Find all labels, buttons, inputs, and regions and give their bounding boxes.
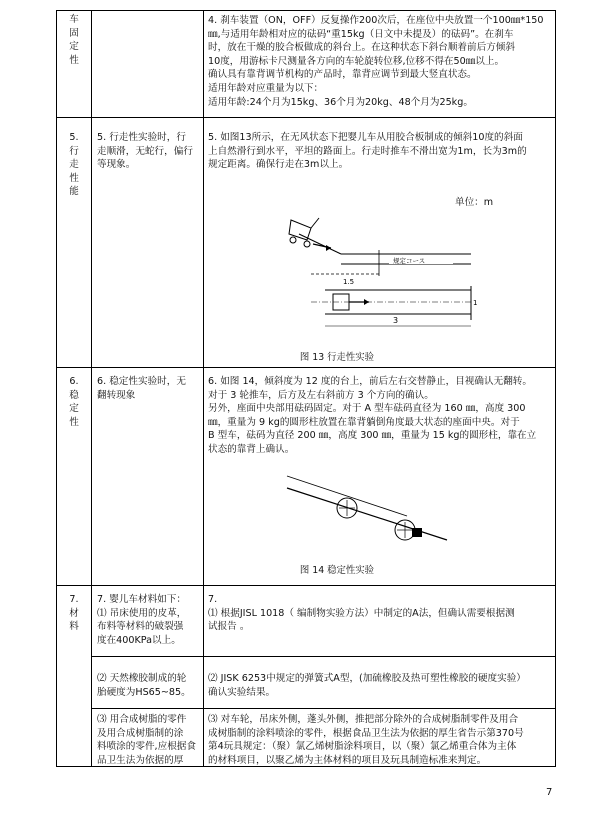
text-line: 适用年龄对应重量为以下：	[208, 82, 324, 94]
heading-char: 走	[69, 159, 79, 171]
section-number: 7.	[69, 594, 79, 605]
text-line: 10度，用游标卡尺测量各方向的车轮旋转位移,位移不得在50㎜以上。	[208, 55, 505, 67]
text-line: 4. 刹车装置（ON，OFF）反复操作200次后，在座位中央放置一个100㎜*150	[208, 15, 544, 26]
text-line: ㎜，重量为 9 kg的圆形柱放置在靠背躺倒角度最大状态的座面中央。对于	[208, 416, 520, 428]
text-line: ⑵ 天然橡胶制成的轮	[97, 673, 187, 684]
dimension-label: 3	[393, 316, 399, 325]
text-line: 确认实验结果。	[208, 686, 276, 698]
text-line: 的材料项目，以聚乙烯为主体材料的项目及玩具制造标准来判定。	[208, 754, 487, 766]
unit-label: 单位：m	[455, 197, 494, 208]
column-divider	[203, 11, 204, 766]
figure-caption	[257, 562, 417, 576]
text-line: 料喷涂的零件,应根据食	[97, 741, 196, 753]
heading-char: 定	[69, 41, 79, 53]
text-line: 对于 3 轮推车，后方及左右斜前方 3 个方向的确认。	[208, 389, 434, 401]
figure-caption	[237, 349, 437, 363]
row-divider	[57, 585, 555, 586]
text-line: ⑵ JISK 6253中规定的弹簧式A型，(加硫橡胶及热可塑性橡胶的硬度实验）	[208, 673, 526, 684]
method-text	[208, 14, 553, 109]
text-line: 等现象。	[97, 159, 136, 171]
text-line: 另外，座面中央部用砝码固定。对于 A 型车砝码直径为 160 ㎜，高度 300	[208, 403, 526, 415]
heading-char: 性	[69, 54, 79, 66]
requirement-text	[97, 375, 201, 402]
method-text	[208, 593, 553, 634]
text-line: ⑴ 根据JISL 1018（ 编制物实验方法）中制定的A法，但确认需要根据测	[208, 607, 515, 619]
text-line: 适用年龄:24个月为15kg、36个月为20kg、48个月为25kg。	[208, 96, 473, 108]
heading-char: 车	[69, 14, 79, 25]
heading-char: 性	[69, 416, 79, 428]
row-divider	[57, 367, 555, 368]
text-line: 6. 稳定性实验时，无	[97, 376, 186, 387]
column-divider	[91, 11, 92, 766]
row-divider	[57, 117, 555, 118]
text-line: 胎硬度为HS65~85。	[97, 686, 191, 698]
method-text	[208, 131, 553, 172]
text-line: ⑶ 用合成树脂的零件	[97, 714, 187, 725]
text-line: 5. 行走性实验时，行	[97, 132, 186, 143]
heading-char: 稳	[69, 389, 79, 401]
section-number: 5.	[69, 132, 79, 143]
text-line: 翻转现象	[97, 389, 136, 401]
text-line: 上自然滑行到水平，平坦的路面上。行走时推车不滑出宽为1m，长为3m的	[208, 145, 527, 157]
text-line: 5. 如图13所示，在无风状态下把婴儿车从用胶合板制成的倾斜10度的斜面	[208, 132, 523, 143]
heading-char: 性	[69, 172, 79, 184]
text-line: 品卫生法为依据的厚	[97, 754, 184, 766]
requirement-text	[97, 593, 201, 647]
heading-char: 定	[69, 403, 79, 415]
section-number: 6.	[69, 376, 79, 387]
text-line: 第4玩具规定：（聚）氯乙烯树脂涂料项目，以（聚）氯乙烯重合体为主体	[208, 741, 517, 753]
section-heading	[57, 131, 91, 199]
text-line: B 型车，砝码为直径 200 ㎜，高度 300 ㎜，重量为 15 kg的圆形柱，靠在立	[208, 430, 537, 442]
page-number: 7	[546, 787, 553, 798]
heading-char: 能	[69, 186, 79, 198]
heading-char: 行	[69, 145, 79, 157]
text-line: 及用合成树脂制的涂	[97, 727, 184, 739]
text-line: 试报告 。	[208, 621, 250, 633]
heading-char: 固	[69, 27, 79, 39]
wheel-icon	[337, 498, 357, 518]
stroller-icon	[289, 218, 331, 251]
dimension-label: 1	[473, 299, 478, 307]
section-heading	[57, 13, 91, 67]
text-line: 布料等材料的破裂强	[97, 621, 184, 633]
caption-text: 图 14 稳定性实验	[299, 565, 375, 576]
method-text	[208, 375, 553, 457]
requirement-text	[97, 672, 201, 699]
text-line: 时，放在干燥的胶合板做成的斜台上。在这种状态下斜台顺着前后方倾斜	[208, 42, 515, 54]
text-line: ⑶ 对车轮，吊床外侧，蓬头外侧，推把部分除外的合成树脂制零件及用合	[208, 714, 519, 725]
row-divider	[91, 656, 555, 657]
text-line: 规定距离。确保行走在3m以上。	[208, 159, 349, 171]
method-text	[208, 672, 553, 699]
text-line: 度在400KPa以上。	[97, 634, 181, 646]
section-heading	[57, 375, 91, 429]
dimension-label: 1.5	[343, 278, 355, 286]
text-line: 6. 如图 14，倾斜度为 12 度的台上，前后左右交替静止，目视确认无翻转。	[208, 376, 532, 387]
caption-text: 图 13 行走性实验	[299, 352, 375, 363]
text-line: 确认具有靠背调节机构的产品时，靠背应调节到最大竖直状态。	[208, 69, 477, 81]
text-line: 走顺滑，无蛇行，偏行	[97, 145, 193, 157]
spec-table	[56, 10, 556, 767]
wheel-stopper	[412, 528, 422, 537]
text-line: 7.	[208, 594, 218, 605]
row-divider	[91, 708, 555, 709]
requirement-text	[97, 131, 201, 172]
figure-13-diagram	[271, 214, 478, 334]
section-heading	[57, 593, 91, 634]
figure-unit	[455, 196, 535, 210]
text-line: ㎜,与适用年龄相对应的砝码“重15kg（日文中未提及）的砝码”。在刹车	[208, 28, 514, 40]
text-line: 7. 婴儿车材料如下：	[97, 594, 186, 605]
text-line: 状态的靠背上确认。	[208, 443, 295, 455]
text-line: ⑴ 吊床使用的皮革，	[97, 607, 187, 619]
method-text	[208, 713, 553, 767]
heading-char: 材	[69, 607, 79, 619]
requirement-text	[97, 713, 201, 767]
figure-14-diagram	[287, 468, 447, 548]
text-line: 成树脂制的涂料喷涂的零件，根据食品卫生法为依据的厚生省告示第370号	[208, 727, 524, 739]
heading-char: 料	[69, 621, 79, 633]
course-label: 规定コース	[393, 257, 426, 265]
